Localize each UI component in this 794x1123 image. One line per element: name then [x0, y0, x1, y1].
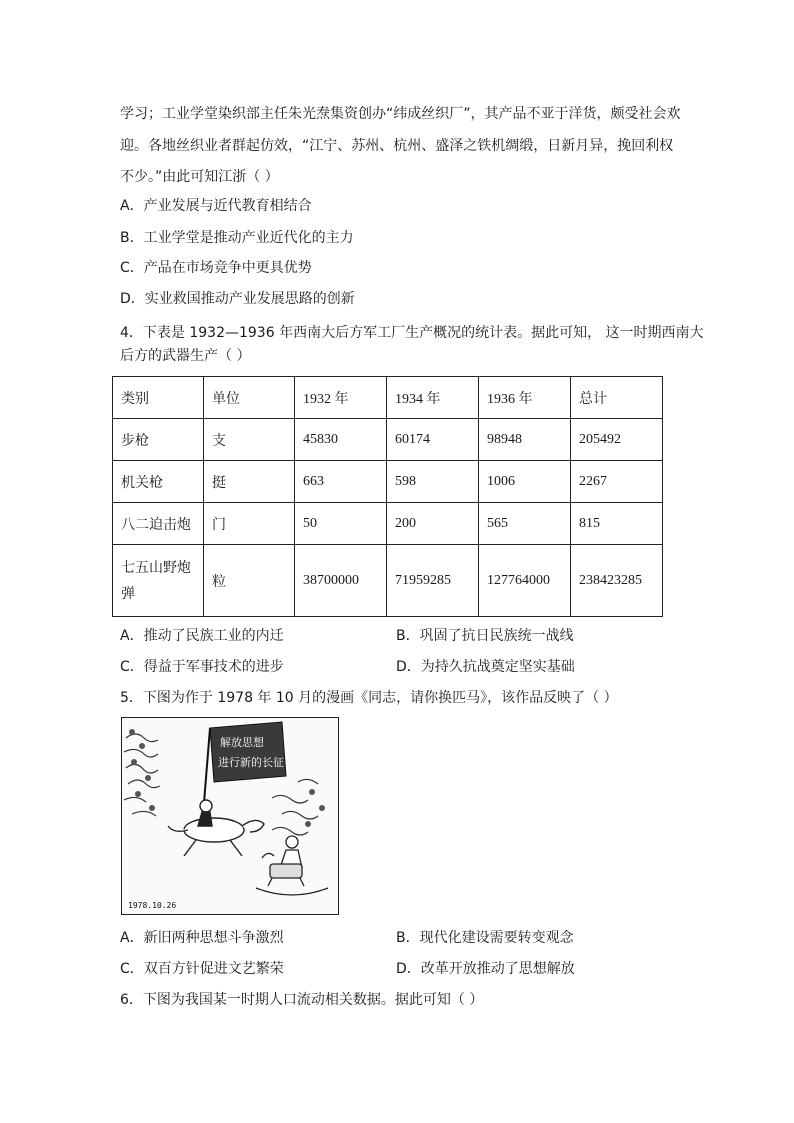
table-cell: 598	[387, 461, 479, 503]
q3-stem-line-3: 不少。”由此可知江浙（ ）	[120, 169, 279, 185]
table-cell: 38700000	[295, 545, 387, 617]
q4-option-a: A．推动了民族工业的内迁	[120, 628, 284, 644]
cartoon-date: 1978.10.26	[128, 901, 177, 910]
q5-stem: 5．下图为作于 1978 年 10 月的漫画《同志，请你换匹马》，该作品反映了（ ）	[120, 690, 618, 706]
q6-stem: 6．下图为我国某一时期人口流动相关数据。据此可知（ ）	[120, 992, 484, 1008]
table-header-cell: 1932 年	[295, 377, 387, 419]
table-cell: 1006	[479, 461, 571, 503]
category-text-line-1: 七五山野炮	[121, 559, 191, 576]
q4-option-c: C．得益于军事技术的进步	[120, 659, 284, 675]
table-cell: 565	[479, 503, 571, 545]
table-cell: 八二迫击炮	[113, 503, 204, 545]
table-row	[113, 461, 663, 503]
q3-stem-line-1: 学习；工业学堂染织部主任朱光焘集资创办“纬成丝织厂”，其产品不亚于洋货，颇受社会欢	[120, 106, 681, 122]
q3-option-a: A．产业发展与近代教育相结合	[120, 198, 312, 214]
category-text-line-2: 弹	[121, 585, 135, 602]
table-cell: 127764000	[479, 545, 571, 617]
table-cell: 71959285	[387, 545, 479, 617]
q4-stem-line-2: 后方的武器生产（ ）	[120, 348, 251, 364]
table-cell: 815	[571, 503, 663, 545]
weapon-production-table	[112, 376, 663, 617]
table-cell: 步枪	[113, 419, 204, 461]
table-row	[113, 545, 663, 617]
table-cell: 205492	[571, 419, 663, 461]
q4-option-d: D．为持久抗战奠定坚实基础	[396, 659, 575, 675]
q3-option-c: C．产品在市场竞争中更具优势	[120, 260, 312, 276]
q3-stem-line-2: 迎。各地丝织业者群起仿效，“江宁、苏州、杭州、盛泽之铁机绸缎，日新月异，挽回利权	[120, 138, 674, 154]
table-cell: 粒	[204, 545, 295, 617]
q5-option-d: D．改革开放推动了思想解放	[396, 961, 575, 977]
table-cell: 门	[204, 503, 295, 545]
table-row	[113, 419, 663, 461]
table-header-cell: 1936 年	[479, 377, 571, 419]
q3-option-d: D．实业救国推动产业发展思路的创新	[120, 291, 355, 307]
q5-option-b: B．现代化建设需要转变观念	[396, 930, 574, 946]
table-cell: 60174	[387, 419, 479, 461]
table-cell: 机关枪	[113, 461, 204, 503]
table-cell: 663	[295, 461, 387, 503]
q4-option-b: B．巩固了抗日民族统一战线	[396, 628, 574, 644]
table-header-cell: 单位	[204, 377, 295, 419]
table-cell: 200	[387, 503, 479, 545]
cartoon-image	[121, 717, 339, 915]
q5-option-a: A．新旧两种思想斗争激烈	[120, 930, 284, 946]
banner-text-line-1: 解放思想	[220, 736, 264, 749]
banner-text-line-2: 进行新的长征	[218, 756, 284, 769]
table-header-cell: 类别	[113, 377, 204, 419]
table-cell: 50	[295, 503, 387, 545]
table-cell: 2267	[571, 461, 663, 503]
q5-option-c: C．双百方针促进文艺繁荣	[120, 961, 284, 977]
table-cell: 45830	[295, 419, 387, 461]
table-header-cell: 总计	[571, 377, 663, 419]
table-cell: 支	[204, 419, 295, 461]
table-row	[113, 503, 663, 545]
table-header-cell: 1934 年	[387, 377, 479, 419]
q4-stem-line-1: 4．下表是 1932—1936 年西南大后方军工厂生产概况的统计表。据此可知， 这一时期西南大	[120, 325, 704, 341]
table-header-row	[113, 377, 663, 419]
table-cell: 98948	[479, 419, 571, 461]
q3-option-b: B．工业学堂是推动产业近代化的主力	[120, 230, 354, 246]
table-cell-category	[113, 545, 204, 617]
table-cell: 238423285	[571, 545, 663, 617]
table-cell: 挺	[204, 461, 295, 503]
